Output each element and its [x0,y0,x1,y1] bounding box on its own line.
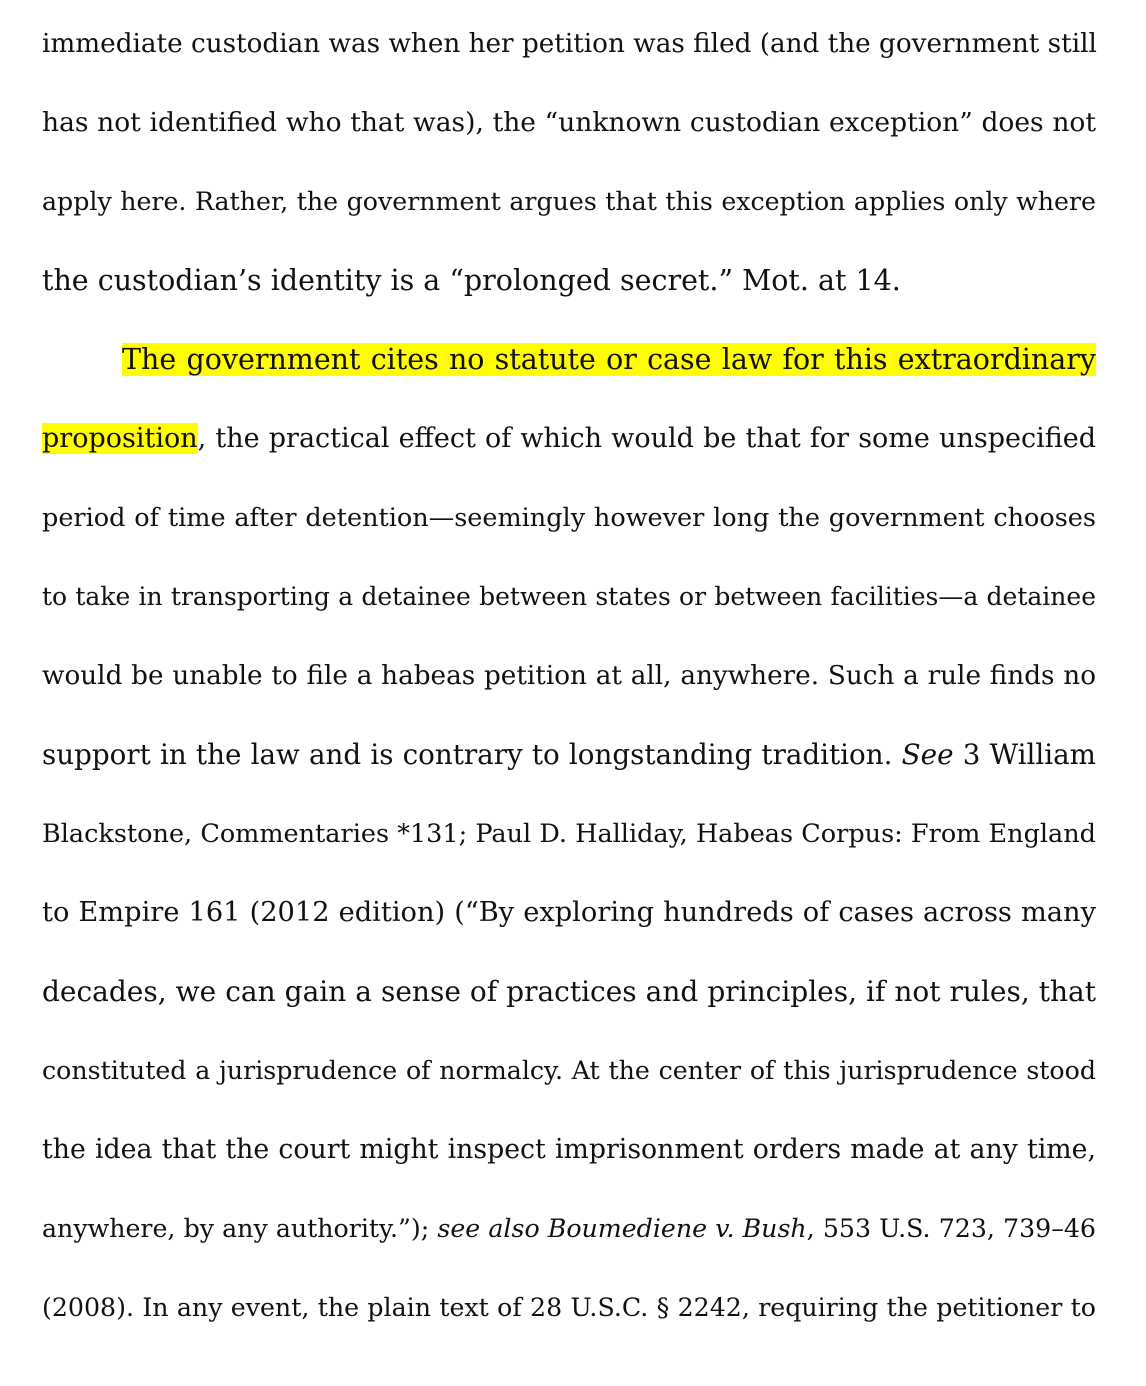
text-segment: (2008). In any event, the plain text of 28 U.S.C. § 2242, requiring the petitioner to [42,1293,1096,1322]
text-line-11 [42,814,1096,854]
text-segment: Blackstone, Commentaries *131; Paul D. Halliday, Habeas Corpus: From England [42,819,1096,849]
text-line-6 [42,419,1096,459]
text-segment: constituted a jurisprudence of normalcy. At the center of this jurisprudence stood [42,1056,1096,1085]
text-segment: has not identified who that was), the “unknown custodian exception” does not [42,107,1096,138]
text-line-2 [42,103,1096,143]
text-line-5 [42,340,1096,380]
text-line-8 [42,577,1096,617]
text-segment: support in the law and is contrary to longstanding tradition. [42,738,902,771]
text-segment: 3 William [953,738,1096,771]
text-segment: anywhere, by any authority.”); [42,1214,438,1243]
text-segment: period of time after detention—seemingly however long the government chooses [42,503,1096,533]
text-segment: the custodian’s identity is a “prolonged secret.” Mot. at 14. [42,264,901,297]
text-segment: to Empire 161 (2012 edition) (“By exploring hundreds of cases across many [42,897,1096,928]
text-line-16 [42,1209,1096,1249]
document-page [42,0,1096,1386]
text-segment: the idea that the court might inspect imprisonment orders made at any time, [42,1134,1096,1165]
text-line-3 [42,182,1096,222]
highlighted-text: proposition [42,423,198,454]
text-segment: , 553 U.S. 723, 739–46 [806,1214,1096,1243]
text-segment: , the practical effect of which would be that for some unspecified [197,423,1096,454]
text-line-17 [42,1288,1096,1328]
text-line-1 [42,24,1096,64]
text-line-12 [42,893,1096,933]
case-citation: see also Boumediene v. Bush [437,1214,807,1243]
text-segment: would be unable to file a habeas petition at all, anywhere. Such a rule finds no [42,661,1096,691]
text-line-10 [42,735,1096,775]
text-segment: apply here. Rather, the government argues that this exception applies only where [42,187,1096,216]
highlighted-text: The government cites no statute or case law for this extraordinary [122,343,1096,376]
text-line-4 [42,261,1096,301]
text-segment: to take in transporting a detainee between states or between facilities—a detainee [42,582,1096,611]
text-line-9 [42,656,1096,696]
text-line-13 [42,972,1096,1012]
text-line-7 [42,498,1096,538]
text-segment: immediate custodian was when her petition was filed (and the government still [42,29,1097,59]
citation-signal: See [901,738,954,771]
text-line-15 [42,1130,1096,1170]
text-segment: decades, we can gain a sense of practices and principles, if not rules, that [42,975,1096,1008]
text-line-14 [42,1051,1096,1091]
